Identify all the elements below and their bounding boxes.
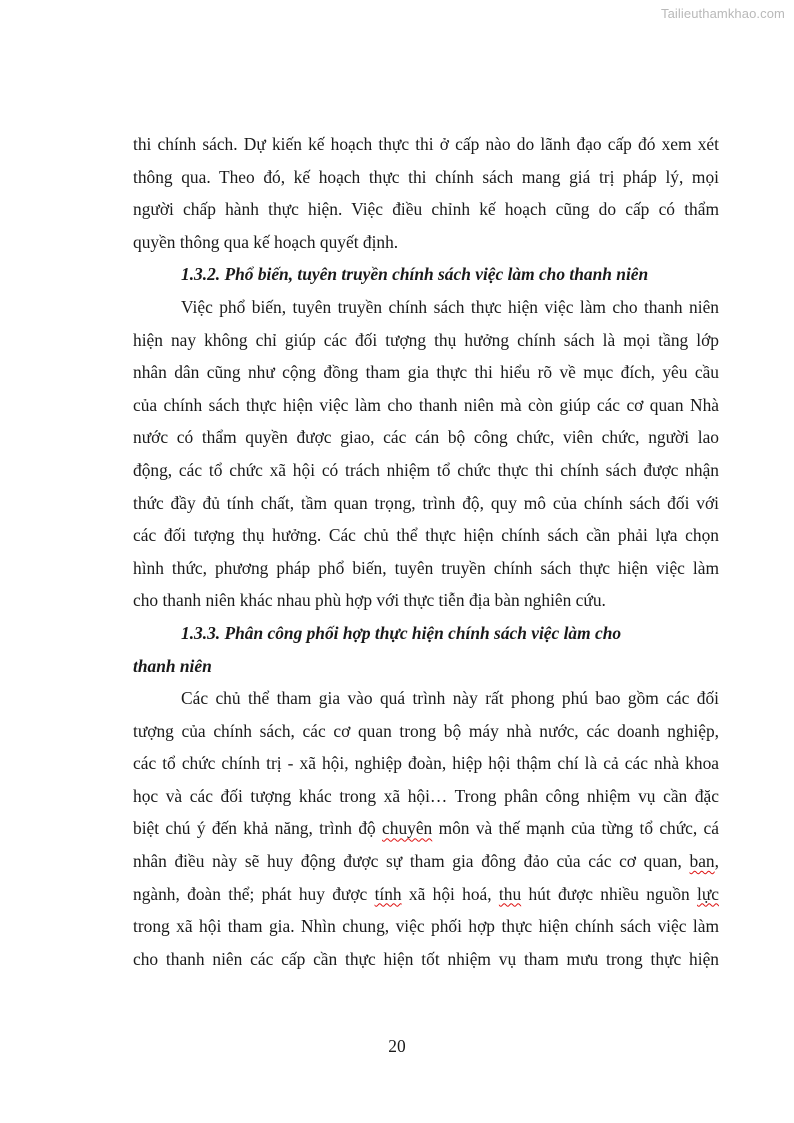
section-heading-1-3-3: 1.3.3. Phân công phối hợp thực hiện chính sách việc làm cho — [181, 622, 622, 643]
paragraph-line: cho thanh niên các cấp cần thực hiện tốt nhiệm vụ tham mưu trong thực hiện — [133, 948, 719, 969]
paragraph-line: người chấp hành thực hiện. Việc điều chỉnh kế hoạch cũng do cấp có thẩm — [133, 199, 719, 220]
paragraph-line: ngành, đoàn thể; phát huy được tính xã hội hoá, thu hút được nhiều nguồn lực — [133, 883, 719, 904]
paragraph-line: trong xã hội tham gia. Nhìn chung, việc phối hợp thực hiện chính sách việc làm — [133, 916, 719, 937]
section-heading-1-3-3-cont: thanh niên — [133, 655, 212, 676]
watermark-text: Tailieuthamkhao.com — [660, 6, 785, 21]
paragraph-line: nhân dân cũng như cộng đồng tham gia thực thi hiểu rõ về mục đích, yêu cầu — [133, 362, 719, 383]
document-body — [133, 128, 719, 975]
paragraph-line: động, các tổ chức xã hội có trách nhiệm tổ chức thực thi chính sách được nhận — [133, 459, 719, 480]
paragraph-line: cho thanh niên khác nhau phù hợp với thực tiễn địa bàn nghiên cứu. — [133, 590, 606, 611]
paragraph-line: nước có thẩm quyền được giao, các cán bộ công chức, viên chức, người lao — [133, 427, 719, 448]
section-heading-1-3-2: 1.3.2. Phổ biến, tuyên truyền chính sách việc làm cho thanh niên — [181, 264, 649, 285]
paragraph-line: học và các đối tượng khác trong xã hội… Trong phân công nhiệm vụ cần đặc — [133, 785, 719, 806]
paragraph-line: hình thức, phương pháp phổ biến, tuyên truyền chính sách thực hiện việc làm — [133, 557, 719, 578]
spellcheck-word: tính — [374, 883, 402, 904]
paragraph-line: Việc phổ biến, tuyên truyền chính sách thực hiện việc làm cho thanh niên — [181, 296, 719, 317]
spellcheck-word: ban — [689, 851, 715, 872]
paragraph-line: thông qua. Theo đó, kế hoạch thực thi chính sách mang giá trị pháp lý, mọi — [133, 166, 719, 187]
paragraph-line: biệt chú ý đến khả năng, trình độ chuyên môn và thế mạnh của từng tổ chức, cá — [133, 818, 719, 839]
paragraph-line: thức đầy đủ tính chất, tầm quan trọng, trình độ, quy mô của chính sách đối với — [133, 492, 719, 513]
paragraph-line: quyền thông qua kế hoạch quyết định. — [133, 231, 399, 252]
paragraph-line: nhân điều này sẽ huy động được sự tham gia đông đảo của các cơ quan, ban, — [133, 851, 719, 872]
spellcheck-word: thu — [498, 883, 522, 904]
paragraph-line: các đối tượng thụ hưởng. Các chủ thể thực hiện chính sách cần phải lựa chọn — [133, 525, 719, 546]
spellcheck-word: lực — [697, 883, 719, 904]
paragraph-line: Các chủ thể tham gia vào quá trình này rất phong phú bao gồm các đối — [181, 688, 719, 709]
paragraph-line: tượng của chính sách, các cơ quan trong bộ máy nhà nước, các doanh nghiệp, — [133, 720, 719, 741]
page-number: 20 — [388, 1036, 406, 1056]
spellcheck-word: chuyên — [382, 818, 433, 839]
paragraph-line: thi chính sách. Dự kiến kế hoạch thực thi ở cấp nào do lãnh đạo cấp đó xem xét — [133, 134, 719, 154]
paragraph-line: của chính sách thực hiện việc làm cho thanh niên mà còn giúp các cơ quan Nhà — [133, 394, 719, 415]
paragraph-line: các tổ chức chính trị - xã hội, nghiệp đoàn, hiệp hội thậm chí là cả các nhà khoa — [133, 753, 719, 774]
paragraph-line: hiện nay không chỉ giúp các đối tượng thụ hưởng chính sách là mọi tầng lớp — [133, 329, 719, 350]
